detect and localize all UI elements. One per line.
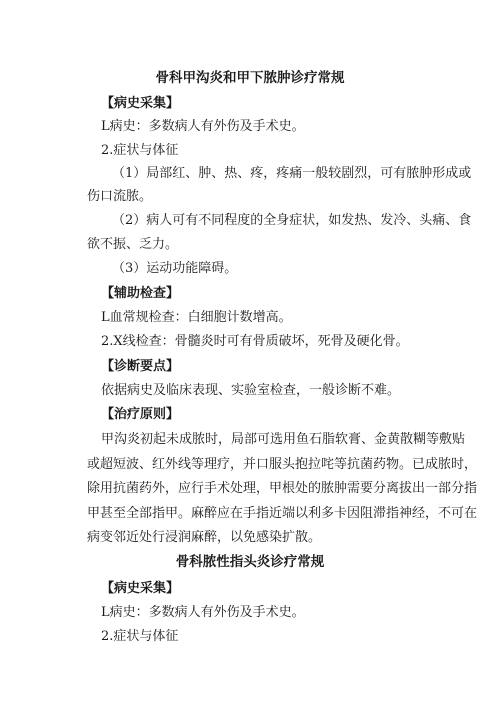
treat-line-2: 或超短波、红外线等理疗，并口服头抱拉咤等抗菌药物。已成脓时， bbox=[87, 457, 478, 472]
section2-history-item-2: 2.症状与体征 bbox=[101, 629, 179, 644]
section1-title: 骨科甲沟炎和甲下脓肿诊疗常规 bbox=[155, 70, 345, 86]
diag-text: 依据病史及临床表现、实验室检查，一般诊断不难。 bbox=[101, 383, 401, 398]
treat-line-1: 甲沟炎初起未成脓时，局部可选用鱼石脂软膏、金黄散糊等敷贴 bbox=[101, 432, 466, 447]
treat-line-5: 病变邻近处行浸润麻醉，以免感染扩散。 bbox=[87, 530, 322, 545]
aux-heading: 【辅助检查】 bbox=[101, 286, 180, 301]
treat-heading: 【治疗原则】 bbox=[101, 407, 180, 422]
diag-heading: 【诊断要点】 bbox=[101, 359, 180, 374]
section2-history-item-1: L病史：多数病人有外伤及手术史。 bbox=[101, 605, 305, 620]
history-item-2: 2.症状与体征 bbox=[101, 143, 179, 158]
aux-item-1: L血常规检查：白细胞计数增高。 bbox=[101, 310, 292, 325]
symptom-2-line-2: 欲不振、乏力。 bbox=[87, 237, 179, 252]
history-item-1: L病史：多数病人有外伤及手术史。 bbox=[101, 119, 305, 134]
aux-item-2: 2.X线检查：骨髓炎时可有骨质破坏，死骨及硬化骨。 bbox=[101, 334, 409, 349]
treat-line-3: 除用抗菌药外，应行手术处理，甲根处的脓肿需要分离拔出一部分指 bbox=[87, 481, 478, 496]
treat-line-4: 甲甚至全部指甲。麻醉应在手指近端以利多卡因阻滞指神经，不可在 bbox=[87, 506, 478, 521]
symptom-3: （3）运动功能障碍。 bbox=[112, 261, 238, 276]
symptom-1-line-1: （1）局部红、肿、热、疼，疼痛一般较剧烈，可有脓肿形成或 bbox=[112, 166, 472, 181]
section2-history-heading: 【病史采集】 bbox=[101, 581, 180, 596]
history-heading: 【病史采集】 bbox=[101, 96, 180, 111]
symptom-2-line-1: （2）病人可有不同程度的全身症状，如发热、发冷、头痛、食 bbox=[112, 213, 472, 228]
symptom-1-line-2: 伤口流脓。 bbox=[87, 189, 153, 204]
section2-title: 骨科脓性指头炎诊疗常规 bbox=[175, 554, 325, 570]
